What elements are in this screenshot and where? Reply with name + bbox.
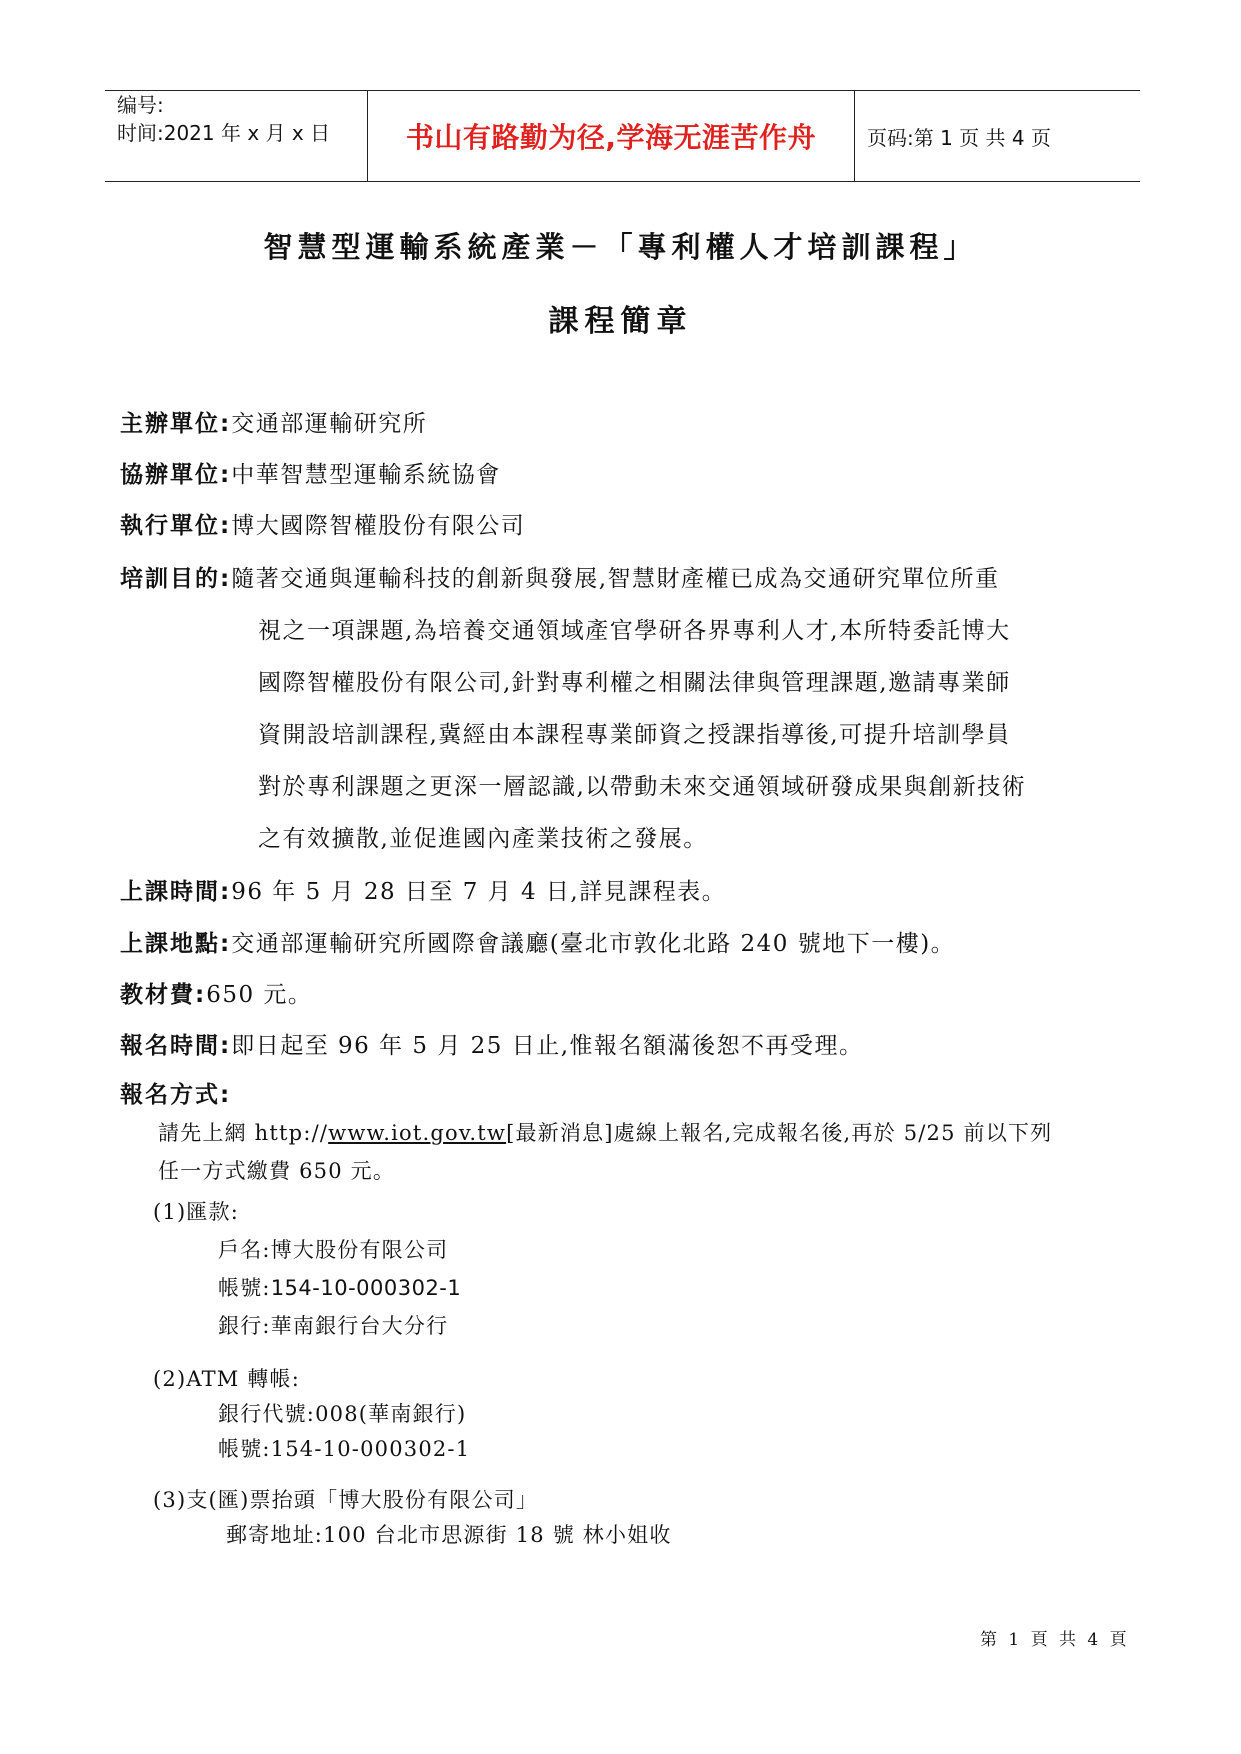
atm-bank-code: 銀行代號:008(華南銀行) [218, 1402, 467, 1426]
reg-suffix: [最新消息]處線上報名,完成報名後,再於 5/25 前以下列 [506, 1121, 1053, 1145]
purpose-row [120, 560, 1000, 593]
reg-method-text [158, 1114, 1128, 1190]
schedule-label: 上課時間: [120, 879, 232, 905]
reg-method-line-1 [158, 1114, 1128, 1152]
purpose-label: 培訓目的: [120, 566, 232, 592]
remit-name: 戶名:博大股份有限公司 [218, 1238, 449, 1262]
reg-method-label: 報名方式: [120, 1082, 232, 1108]
page-footer: 第 1 頁 共 4 頁 [980, 1630, 1130, 1650]
organizer-value: 交通部運輸研究所 [231, 411, 428, 437]
purpose-line-6: 之有效擴散,並促進國內產業技術之發展。 [258, 826, 708, 852]
header-meta [105, 91, 367, 181]
schedule-value: 96 年 5 月 28 日至 7 月 4 日,詳見課程表。 [231, 879, 727, 905]
location-row [120, 925, 955, 958]
remit-account-label: 帳號: [218, 1276, 271, 1300]
organizer-row [120, 405, 427, 438]
purpose-line-1: 隨著交通與運輸科技的創新與發展,智慧財產權已成為交通研究單位所重 [231, 566, 1000, 592]
page-label: 页码:第 1 页 共 4 页 [867, 125, 1051, 150]
fee-row [120, 976, 312, 1009]
purpose-line-4: 資開設培訓課程,冀經由本課程專業師資之授課指導後,可提升培訓學員 [258, 722, 1011, 748]
reg-method-row [120, 1076, 231, 1109]
co-organizer-row [120, 456, 501, 489]
time-label: 时间:2021 年 x 月 x 日 [117, 121, 331, 145]
reg-time-label: 報名時間: [120, 1033, 232, 1059]
motto: 书山有路勤为径,学海无涯苦作舟 [405, 121, 817, 154]
document-title: 智慧型運輸系統產業－「專利權人才培訓課程」 [263, 230, 978, 264]
executor-row [120, 507, 525, 540]
iot-website-link[interactable]: www.iot.gov.tw [328, 1121, 507, 1145]
check-address: 郵寄地址:100 台北市思源街 18 號 林小姐收 [226, 1523, 672, 1547]
co-organizer-label: 協辦單位: [120, 462, 232, 488]
purpose-line-5: 對於專利課題之更深一層認識,以帶動未來交通領域研發成果與創新技術 [258, 774, 1027, 800]
document-header [105, 90, 1140, 182]
reg-time-value: 即日起至 96 年 5 月 25 日止,惟報名額滿後恕不再受理。 [231, 1033, 864, 1059]
purpose-line-2: 視之一項課題,為培養交通領域產官學研各界專利人才,本所特委託博大 [258, 618, 1011, 644]
location-value: 交通部運輸研究所國際會議廳(臺北市敦化北路 240 號地下一樓)。 [231, 931, 956, 957]
check-title: (3)支(匯)票抬頭「博大股份有限公司」 [153, 1488, 539, 1512]
organizer-label: 主辦單位: [120, 411, 232, 437]
header-page-cell [855, 91, 1140, 181]
location-label: 上課地點: [120, 931, 232, 957]
remit-account-number: 154-10-000302-1 [270, 1276, 462, 1300]
reg-prefix: 請先上網 http:// [158, 1121, 329, 1145]
remit-account-row [218, 1272, 461, 1302]
reg-method-line-2: 任一方式繳費 650 元。 [158, 1159, 396, 1183]
fee-value: 650 元。 [206, 982, 313, 1008]
reg-time-row [120, 1027, 864, 1060]
number-label: 编号: [117, 93, 164, 117]
header-motto-cell [367, 91, 855, 181]
co-organizer-value: 中華智慧型運輸系統協會 [231, 462, 501, 488]
remit-title: (1)匯款: [153, 1200, 240, 1224]
schedule-row [120, 873, 726, 906]
purpose-line-3: 國際智權股份有限公司,針對專利權之相關法律與管理課題,邀請專業師 [258, 670, 1011, 696]
executor-label: 執行單位: [120, 513, 232, 539]
atm-account: 帳號:154-10-000302-1 [218, 1437, 471, 1461]
atm-title: (2)ATM 轉帳: [153, 1367, 301, 1391]
fee-label: 教材費: [120, 982, 207, 1008]
executor-value: 博大國際智權股份有限公司 [231, 513, 526, 539]
document-subtitle: 課程簡章 [548, 304, 693, 339]
remit-bank: 銀行:華南銀行台大分行 [218, 1314, 449, 1338]
